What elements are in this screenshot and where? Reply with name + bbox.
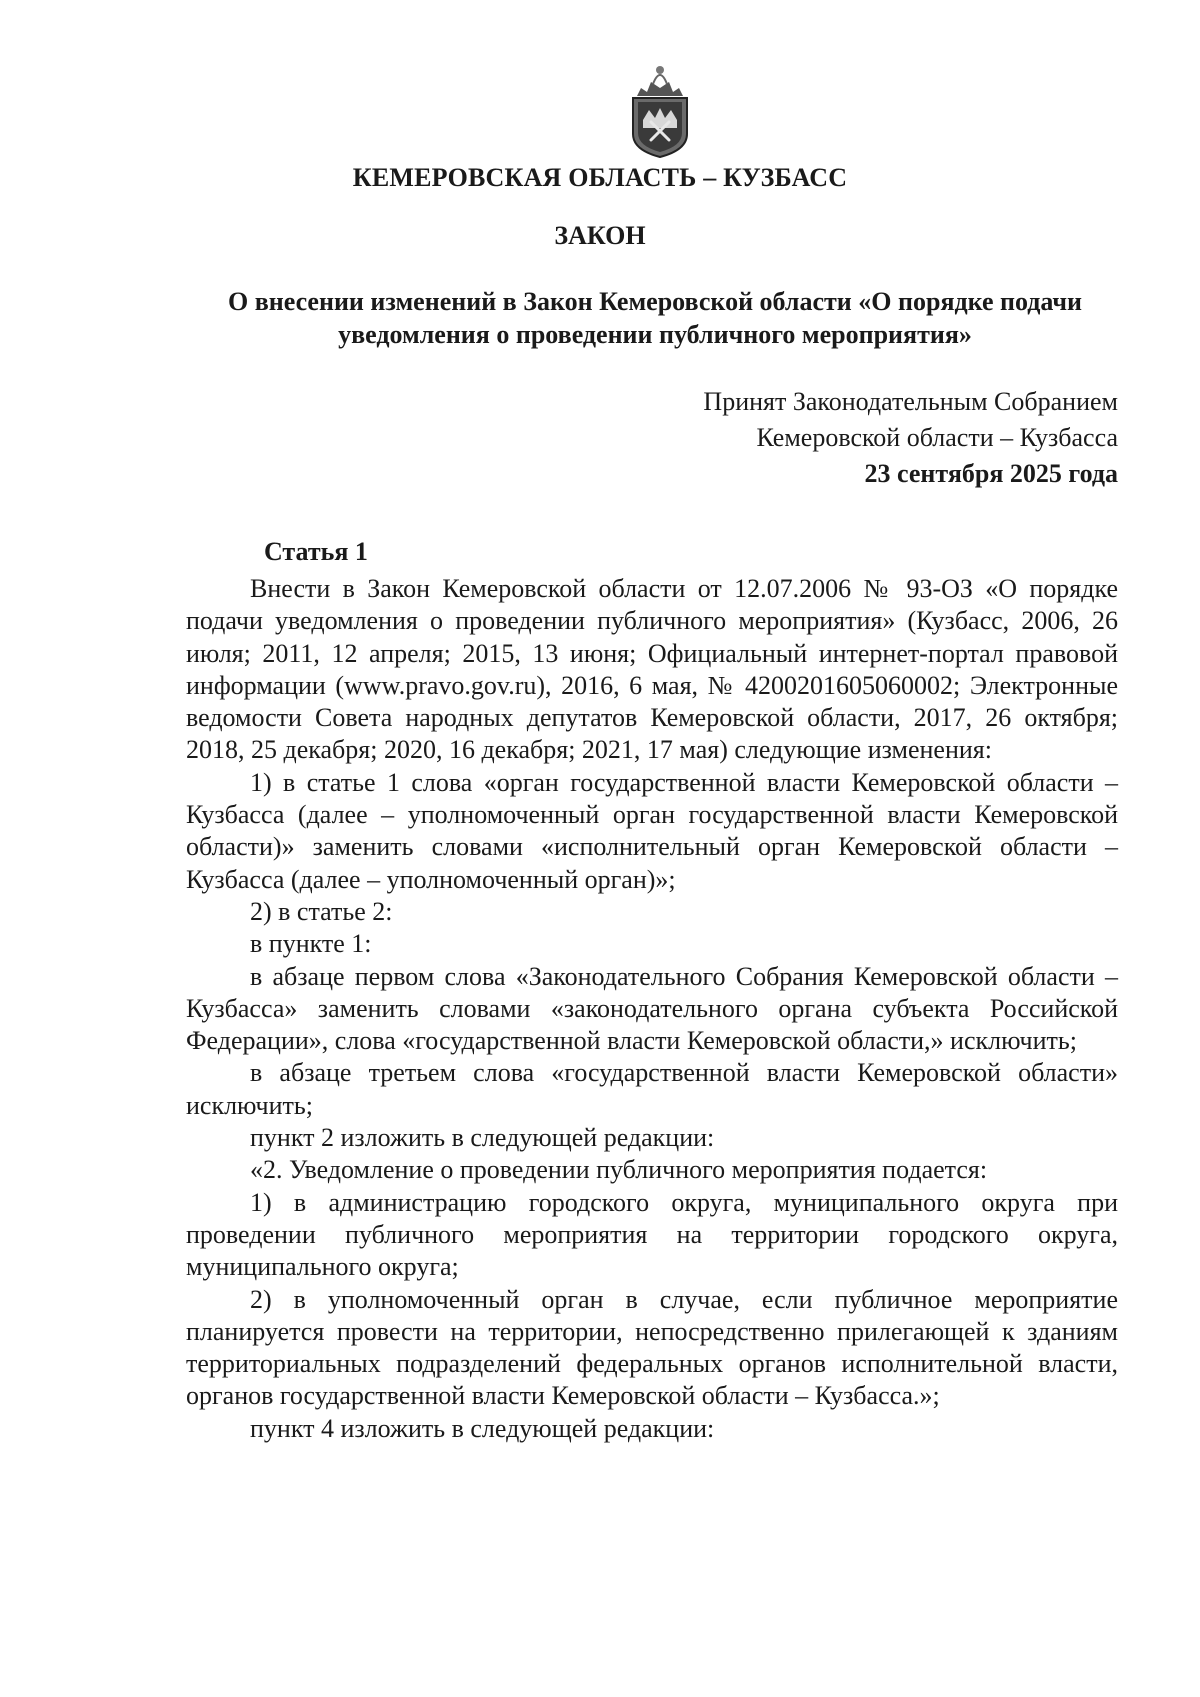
- adoption-block: [703, 384, 1118, 492]
- law-title-line: уведомления о проведении публичного мероприятия»: [338, 320, 972, 349]
- region-name: КЕМЕРОВСКАЯ ОБЛАСТЬ – КУЗБАСС: [352, 163, 848, 192]
- kuzbass-coat-of-arms-icon: [629, 62, 691, 158]
- article-paragraph: 2) в статье 2:: [250, 896, 393, 926]
- article-paragraph: в абзаце третьем слова «государственной власти Кемеровской области» исключить;: [186, 1058, 1118, 1120]
- law-title: [190, 285, 1120, 351]
- article-paragraph: пункт 2 изложить в следующей редакции:: [250, 1123, 715, 1153]
- article-paragraph: «2. Уведомление о проведении публичного мероприятия подается:: [250, 1155, 988, 1185]
- article-paragraph: в пункте 1:: [250, 929, 372, 959]
- article-paragraph: Внести в Закон Кемеровской области от 12.07.2006 № 93-ОЗ «О порядке подачи уведомления о проведении публичного мероприятия» (Кузбасс, 2006, 26 июля; 2011, 12 апреля; 2015, 13 июня; Официальный интернет-портал правовой информации (www.pravo.gov.ru), 2016, 6 мая, № 4200201605060002; Электронные ведомости Совета народных депутатов Кемеровской области, 2017, 26 октября; 2018, 25 декабря; 2020, 16 декабря; 2021, 17 мая) следующие изменения:: [186, 574, 1118, 765]
- adoption-line: Принят Законодательным Собранием: [703, 387, 1118, 416]
- adoption-date: 23 сентября 2025 года: [864, 459, 1118, 488]
- article-paragraph: в абзаце первом слова «Законодательного Собрания Кемеровской области – Кузбасса» заменить словами «законодательного органа субъекта Российской Федерации», слова «государственной власти Кемеровской области,» исключить;: [186, 961, 1118, 1056]
- article-paragraph: 2) в уполномоченный орган в случае, если публичное мероприятие планируется провести на территории, непосредственно прилегающей к зданиям территориальных подразделений федеральных органов исполнительной власти, органов государственной власти Кемеровской области – Кузбасса.»;: [186, 1284, 1118, 1411]
- law-title-line: О внесении изменений в Закон Кемеровской области «О порядке подачи: [227, 287, 1083, 316]
- document-type: ЗАКОН: [554, 221, 646, 250]
- article-heading: Статья 1: [264, 537, 368, 566]
- adoption-line: Кемеровской области – Кузбасса: [756, 423, 1118, 452]
- article-paragraph: пункт 4 изложить в следующей редакции:: [250, 1413, 715, 1443]
- article-paragraph: 1) в статье 1 слова «орган государственной власти Кемеровской области – Кузбасса (далее – уполномоченный орган государственной власти Кемеровской области)» заменить словами «исполнительный орган Кемеровской области – Кузбасса (далее – уполномоченный орган)»;: [186, 767, 1118, 894]
- article-body: [186, 573, 1118, 1445]
- article-paragraph: 1) в администрацию городского округа, муниципального округа при проведении публичного мероприятия на территории городского округа, муниципального округа;: [186, 1187, 1118, 1282]
